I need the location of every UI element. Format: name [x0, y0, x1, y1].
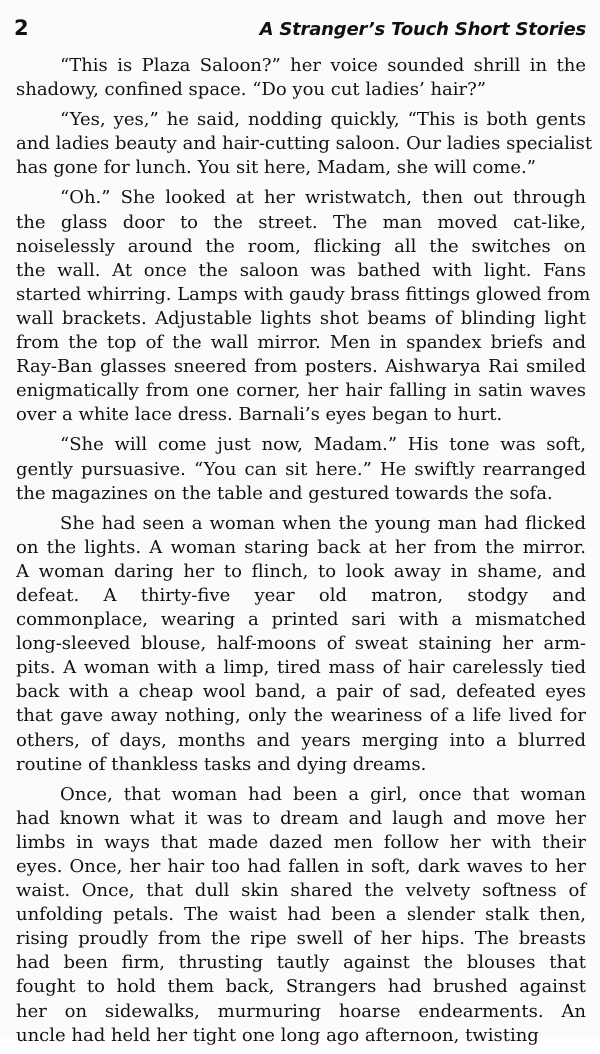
text-line: defeat. A thirty-five year old matron, stodgy and	[16, 584, 586, 606]
text-line: wall brackets. Adjustable lights shot beams of blinding light	[16, 307, 586, 329]
text-line: started whirring. Lamps with gaudy brass fittings glowed from	[16, 283, 591, 305]
paragraph	[16, 512, 586, 777]
text-line: shadowy, confined space. “Do you cut ladies’ hair?”	[16, 79, 487, 101]
paragraph	[16, 54, 586, 102]
text-line: from the top of the wall mirror. Men in spandex briefs and	[16, 332, 586, 354]
text-line: limbs in ways that made dazed men follow her with their	[16, 831, 586, 853]
text-line: others, of days, months and years merging into a blurred	[16, 729, 586, 751]
text-line: her on sidewalks, murmuring hoarse endearments. An	[16, 1000, 586, 1022]
text-line: uncle had held her tight one long ago afternoon, twisting	[16, 1024, 539, 1046]
text-line: had known what it was to dream and laugh and move her	[16, 807, 586, 829]
text-line: gently pursuasive. “You can sit here.” He swiftly rearranged	[16, 458, 586, 480]
paragraph	[16, 186, 591, 427]
text-line: over a white lace dress. Barnali’s eyes began to hurt.	[16, 404, 503, 426]
running-title: A Stranger’s Touch Short Stories	[259, 19, 586, 40]
text-line: enigmatically from one corner, her hair falling in satin waves	[16, 380, 586, 402]
text-line: commonplace, wearing a printed sari with a mismatched	[16, 609, 586, 631]
story-text	[16, 54, 593, 1054]
text-line: had been firm, thrusting tautly against the blouses that	[16, 952, 586, 974]
text-line: fought to hold them back, Strangers had brushed against	[16, 976, 586, 998]
text-line: A woman daring her to flinch, to look away in shame, and	[16, 560, 586, 582]
text-line: Ray-Ban glasses sneered from posters. Aishwarya Rai smiled	[16, 356, 586, 378]
page-number: 2	[14, 16, 29, 40]
text-line: routine of thankless tasks and dying dreams.	[16, 753, 427, 775]
text-line: and ladies beauty and hair-cutting saloon. Our ladies specialist	[16, 133, 593, 155]
text-line: back with a cheap wool band, a pair of sad, defeated eyes	[16, 681, 586, 703]
paragraph	[16, 783, 586, 1048]
paragraph	[16, 108, 593, 180]
text-line: the magazines on the table and gestured towards the sofa.	[16, 482, 553, 504]
text-line: “Yes, yes,” he said, nodding quickly, “This is both gents	[60, 109, 586, 131]
text-line: “This is Plaza Saloon?” her voice sounded shrill in the	[60, 55, 586, 76]
page-header	[14, 16, 586, 46]
text-line: on the lights. A woman staring back at her from the mirror.	[16, 536, 586, 558]
text-line: has gone for lunch. You sit here, Madam, she will come.”	[16, 157, 536, 179]
text-line: the glass door to the street. The man moved cat-like,	[16, 211, 586, 233]
paragraph	[16, 433, 586, 505]
text-line: Once, that woman had been a girl, once that woman	[60, 783, 586, 805]
text-line: that gave away nothing, only the weariness of a life lived for	[16, 705, 586, 727]
text-line: “Oh.” She looked at her wristwatch, then out through	[60, 187, 586, 209]
text-line: unfolding petals. The waist had been a slender stalk then,	[16, 904, 586, 926]
text-line: eyes. Once, her hair too had fallen in soft, dark waves to her	[16, 856, 586, 877]
text-line: waist. Once, that dull skin shared the velvety softness of	[16, 880, 586, 902]
text-line: rising proudly from the ripe swell of her hips. The breasts	[16, 928, 586, 950]
text-line: noiselessly around the room, flicking all the switches on	[16, 235, 586, 257]
text-line: long-sleeved blouse, half-moons of sweat staining her arm-	[16, 633, 586, 655]
text-line: She had seen a woman when the young man had flicked	[60, 512, 586, 534]
text-line: “She will come just now, Madam.” His tone was soft,	[60, 434, 586, 456]
text-line: the wall. At once the saloon was bathed with light. Fans	[16, 259, 586, 281]
text-line: pits. A woman with a limp, tired mass of hair carelessly tied	[16, 657, 586, 679]
